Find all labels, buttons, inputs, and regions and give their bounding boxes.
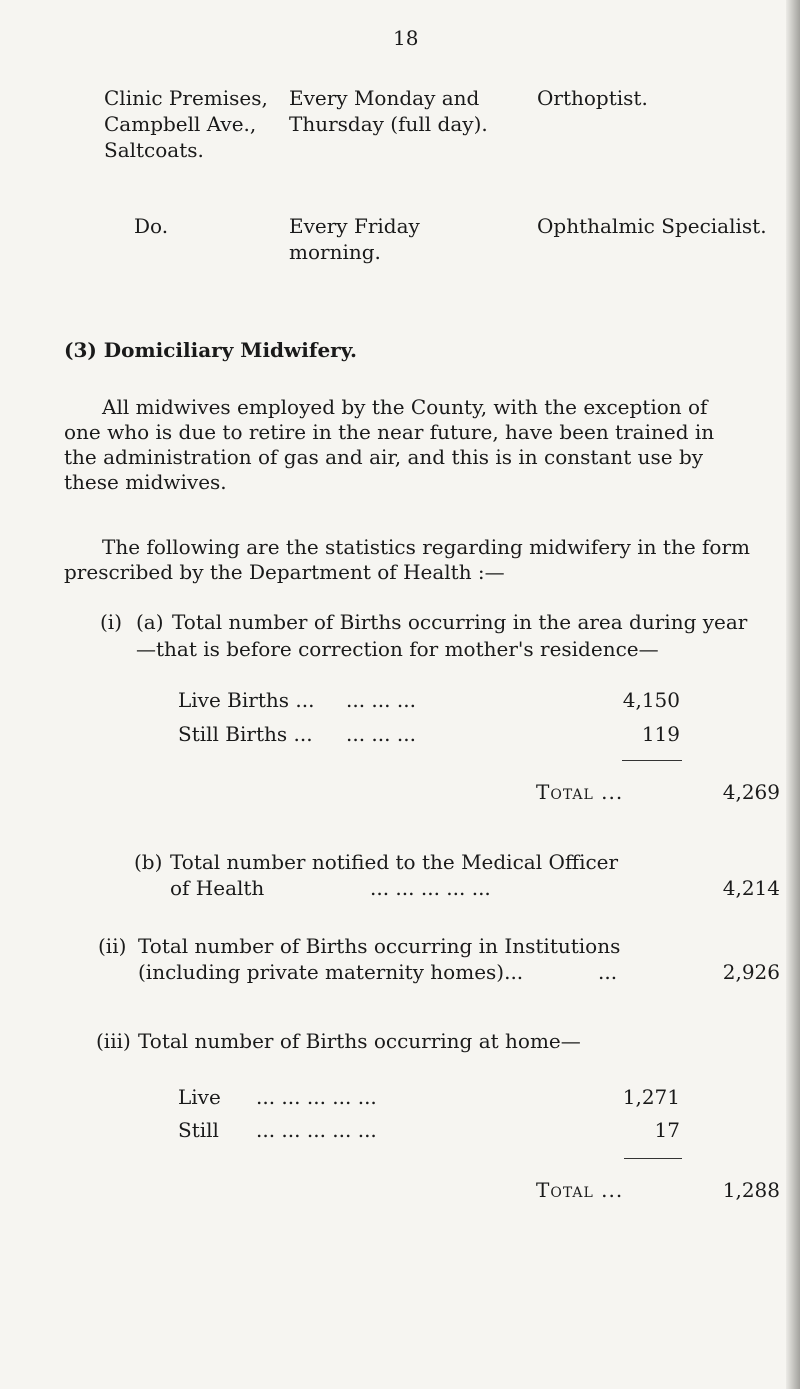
total-value: 1,288	[722, 1178, 780, 1202]
clinic-officer: Ophthalmic Specialist.	[537, 214, 767, 238]
clinic-time-line: morning.	[289, 240, 381, 264]
leader-dots: ... ... ... ... ...	[370, 876, 491, 900]
still-births-label: Still Births ...	[178, 722, 313, 746]
total-value: 4,269	[722, 780, 780, 804]
item-text-line: (including private maternity homes)...	[138, 960, 524, 984]
item-text-line: of Health	[170, 876, 265, 900]
clinic-place-line: Saltcoats.	[104, 138, 204, 162]
total-label: Total ...	[536, 1178, 624, 1202]
clinic-place-line: Clinic Premises,	[104, 86, 268, 110]
paragraph-line: the administration of gas and air, and this is in constant use by	[64, 445, 704, 469]
paragraph-line: All midwives employed by the County, with the exception of	[102, 395, 708, 419]
clinic-time-line: Thursday (full day).	[289, 112, 488, 136]
paragraph-line: these midwives.	[64, 470, 227, 494]
page-edge-shadow	[786, 0, 800, 1389]
leader-dots: ...	[598, 960, 618, 984]
leader-dots: ... ... ...	[346, 688, 416, 712]
leader-dots: ... ... ... ... ...	[256, 1085, 377, 1109]
item-label: (iii)	[96, 1029, 131, 1053]
item-text-line: Total number of Births occurring in the area during year	[172, 610, 748, 634]
item-text-line: Total number of Births occurring in Institutions	[138, 934, 621, 958]
page-number: 18	[393, 26, 419, 50]
clinic-place-line: Do.	[134, 214, 169, 238]
sub-item-label: (b)	[134, 850, 163, 874]
sum-rule	[622, 760, 682, 761]
leader-dots: ... ... ... ... ...	[256, 1118, 377, 1142]
still-label: Still	[178, 1118, 219, 1142]
sum-rule	[624, 1158, 682, 1159]
clinic-officer: Orthoptist.	[537, 86, 648, 110]
live-births-value: 4,150	[622, 688, 680, 712]
notified-value: 4,214	[722, 876, 780, 900]
total-label: Total ...	[536, 780, 624, 804]
still-births-value: 119	[641, 722, 680, 746]
item-label: (i)	[100, 610, 123, 634]
clinic-time-line: Every Friday	[289, 214, 420, 238]
item-text-line: —that is before correction for mother's residence—	[136, 637, 659, 661]
item-text-line: Total number notified to the Medical Officer	[170, 850, 619, 874]
paragraph-line: The following are the statistics regarding midwifery in the form	[102, 535, 750, 559]
live-label: Live	[178, 1085, 221, 1109]
home-still-value: 17	[654, 1118, 680, 1142]
clinic-place-line: Campbell Ave.,	[104, 112, 257, 136]
paragraph-line: one who is due to retire in the near future, have been trained in	[64, 420, 715, 444]
clinic-time-line: Every Monday and	[289, 86, 480, 110]
home-live-value: 1,271	[622, 1085, 680, 1109]
item-label: (ii)	[98, 934, 127, 958]
section-heading: (3) Domiciliary Midwifery.	[64, 338, 357, 362]
live-births-label: Live Births ...	[178, 688, 315, 712]
paragraph-line: prescribed by the Department of Health :—	[64, 560, 505, 584]
institution-births-value: 2,926	[722, 960, 780, 984]
sub-item-label: (a)	[136, 610, 164, 634]
leader-dots: ... ... ...	[346, 722, 416, 746]
item-text-line: Total number of Births occurring at home—	[138, 1029, 581, 1053]
